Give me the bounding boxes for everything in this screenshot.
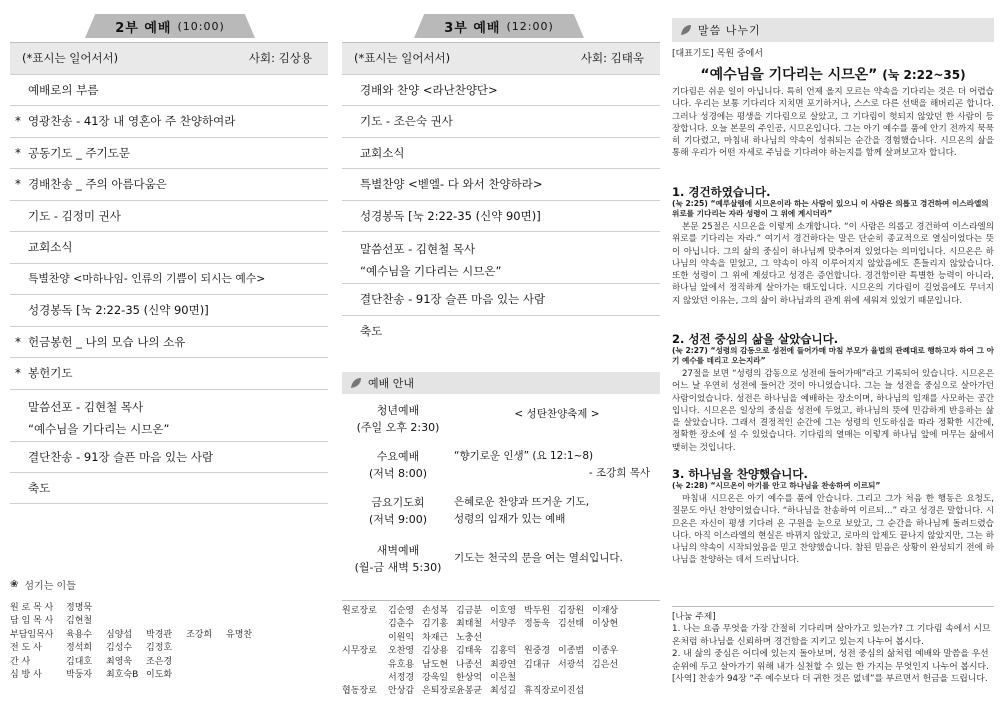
order-item: 기도 - 조은숙 권사 (342, 105, 660, 137)
order-item: * 경배찬송 _ 주의 아름다움은 (10, 168, 328, 200)
service3-banner (414, 14, 584, 38)
leaf-icon (350, 377, 362, 389)
roster-name: 김순영 (388, 606, 415, 616)
youth-service: 청년예배 (주일 오후 2:30) < 성탄찬양축제 > (356, 404, 600, 434)
roster-name: 김성수 (106, 643, 133, 654)
dawn-service: 새벽예배 (월-금 새벽 5:30) 기도는 천국의 문을 여는 열쇠입니다. (354, 544, 623, 574)
roster-role: 원 로 목 사 (10, 603, 54, 613)
roster-name: 김정호 (146, 643, 173, 654)
wednesday-service: 수요예배 (저녁 8:00) “향기로운 인생” (요 12:1~8) - 조강희 목사 (368, 450, 650, 480)
order-item: 교회소식 (10, 231, 328, 263)
closing-hymn: 결단찬송 - 91장 슬픈 마음 있는 사람 (10, 441, 328, 473)
sharing-topics (672, 606, 994, 685)
staff-section (10, 577, 328, 682)
friday-prayer: 금요기도회 (저녁 9:00) 은혜로운 찬양과 뜨거운 기도, 성령의 임재가 있는 예배 (368, 496, 590, 526)
roster-name: 박두원 (524, 606, 551, 616)
roster-row (10, 615, 328, 628)
roster-name: 한상억 (456, 673, 483, 684)
benediction: 축도 (10, 472, 328, 504)
roster-row (342, 618, 660, 631)
roster-role: 원로장로 (342, 606, 377, 616)
sermon-title: “예수님을 기다리는 시므온” (28, 421, 170, 436)
roster-role: 담 임 목 사 (10, 616, 54, 627)
roster-name: 노충선 (456, 632, 483, 643)
service3-column (342, 0, 660, 708)
order-item: 예배로의 부름 (10, 74, 328, 106)
roster-name: 이원익 (388, 632, 415, 643)
order-item: 경배와 찬양 <라난찬양단> (342, 74, 660, 106)
roster-name: 서정경 (388, 673, 415, 684)
roster-role (342, 632, 388, 645)
roster-row (10, 602, 328, 615)
standing-note: (*표시는 일어서서) (22, 51, 119, 66)
roster-name: 이종범 (558, 646, 585, 657)
roster-name: 이호영 (490, 606, 517, 616)
roster-name: 육용수 (66, 629, 93, 640)
roster-role: 전 도 사 (10, 643, 42, 654)
roster-name: 최영욱 (106, 656, 133, 667)
sermon-column (672, 0, 994, 708)
service2-banner (85, 14, 255, 38)
roster-name: 이재상 (592, 606, 619, 616)
sharing-closing: [사역] 찬송가 94장 “주 예수보다 더 귀한 것은 없네”를 부르면서 헌금을 드립니다. (672, 674, 988, 685)
staff-title: ❀ 섬기는 이들 (10, 579, 76, 592)
sermon-item (10, 389, 328, 441)
closing-hymn: 결단찬송 - 91장 슬픈 마음 있는 사람 (342, 283, 660, 315)
order-item: 성경봉독 [눅 2:22-35 (신약 90면)] (10, 294, 328, 326)
roster-row (342, 672, 660, 685)
roster-role: 협동장로 (342, 686, 377, 697)
service2-column (10, 0, 328, 708)
roster-name: 윤봉균 (456, 686, 483, 697)
roster-name: 박둥자 (66, 670, 93, 681)
staff-roster (10, 602, 328, 682)
roster-name: 최성길 (490, 686, 517, 697)
roster-name: 서양주 (490, 619, 517, 630)
roster-name: 김춘수 (388, 619, 415, 630)
roster-name: 강욱일 (422, 673, 449, 684)
order-item: 특별찬양 <벧엘- 다 와서 찬양하라> (342, 168, 660, 200)
order-item: * 헌금봉헌 _ 나의 모습 나의 소유 (10, 326, 328, 358)
roster-name: 은퇴장로 (422, 686, 457, 697)
point2-body: 27절을 보면 “성령의 감동으로 성전에 들어가매”라고 기록되어 있습니다. 시므온은 어느 날 우연히 성전에 들어간 것이 아니었습니다. 그는 늘 성전을 중심으로 살아가던 사람이었습니다. 성전은 하나님을 예배하는 장소이며, 하나님의 임재를 사모하는 공간입니다. 시므온은 일상의 중심을 성전에 두었고, 하나님의 뜻에 민감하게 반응하는 삶을 살았습니다. 그래서 결정적인 순간에 그는 성령의 인도하심을 따라 정확한 시간에, 정확한 장소에 설 수 있었습니다. 기다림의 열매는 이렇게 하나님 앞에 머무는 삶에서 맺히는 것입니다. (672, 369, 994, 453)
flower-icon: ❀ (10, 579, 19, 590)
roster-name: 정동욱 (524, 619, 551, 630)
roster-name: 박경관 (146, 629, 173, 640)
roster-name: 김선태 (558, 619, 585, 630)
roster-row (342, 685, 660, 698)
roster-row (342, 632, 660, 645)
roster-name: 조강희 (186, 629, 213, 640)
roster-name: 조은경 (146, 656, 173, 667)
roster-role: 시무장로 (342, 646, 377, 657)
sermon-intro: 기다림은 쉬운 일이 아닙니다. 특히 언제 올지 모르는 약속을 기다리는 것은 더 어렵습니다. 우리는 보통 기다리다 지치면 포기하거나, 스스로 다른 선택을 해버리곤 합니다. 그러나 성경에는 평생을 기다림으로 살았고, 그 기다림이 헛되지 않았던 한 사람이 등장합니다. 오늘 본문의 주인공, 시므온입니다. 그는 아기 예수를 품에 안기 전까지 묵묵히 기다렸고, 마침내 하나님의 약속이 성취되는 순간을 경험했습니다. 시므온의 삶을 통해 우리가 어떤 자세로 주님을 기다려야 하는지를 함께 살펴보고자 합니다. (672, 87, 994, 159)
roster-name: 김은선 (592, 659, 619, 670)
roster-name: 정석희 (66, 643, 93, 654)
sermon-preacher: 말씀선포 - 김현철 목사 (28, 399, 144, 414)
roster-name: 김현철 (66, 616, 93, 627)
roster-row (342, 605, 660, 618)
point3-body: 마침내 시므온은 아기 예수를 품에 안습니다. 그리고 그가 처음 한 행동은 요청도, 질문도 아닌 찬양이었습니다. “하나님을 찬송하여 이르되…” 라고 성경은 말합니다. 시므온은 자신이 평생 기다려 온 구원을 눈으로 보았고, 그 순간을 하나님께 돌려드렸습니다. 아직 이스라엘의 현실은 바뀌지 않았고, 로마의 압제도 끝나지 않았지만, 그는 하나님의 약속이 시작되었음을 믿고 찬양했습니다. 참된 믿음은 상황이 완성되기 전에 하나님을 찬양하는 데서 드러납니다. (672, 494, 994, 566)
sermon-title: “예수님을 기다리는 시므온” (눅 2:22~35) (700, 67, 966, 83)
point2-verse: (눅 2:27) “성령의 감동으로 성전에 들어가매 마침 부모가 율법의 관례대로 행하고자 하여 그 아기 예수를 데리고 오는지라” (672, 346, 994, 365)
elders-section (342, 600, 660, 699)
roster-role: 심 방 사 (10, 670, 42, 681)
service2-order (10, 42, 328, 504)
roster-name: 김장원 (558, 606, 585, 616)
leader-label: 사회: 김상용 (248, 51, 312, 66)
roster-role (342, 659, 388, 672)
roster-name: 최호숙B (106, 670, 139, 681)
roster-name: 휴직장로 (524, 686, 559, 697)
sermon-preacher: 말씀선포 - 김현철 목사 (360, 242, 476, 256)
point2-heading: 2. 성전 중심의 삶을 살았습니다. (672, 332, 839, 346)
prayer-label: [대표기도] 목원 중에서 (672, 49, 763, 59)
leader-label: 사회: 김태욱 (580, 51, 644, 66)
sharing-item: 1. 나는 요즘 무엇을 가장 간절히 기다리며 살아가고 있는가? 그 기다림 속에서 시므온처럼 하나님을 신뢰하며 경건함을 지키고 있는지 나누어 봅시다. (672, 624, 991, 647)
roster-role (342, 618, 388, 631)
sermon-item (342, 231, 660, 283)
point3-verse: (눅 2:28) “시므온이 아기를 안고 하나님을 찬송하여 이르되” (672, 481, 881, 490)
roster-name: 이은철 (490, 673, 517, 684)
leaf-icon (680, 24, 692, 36)
roster-name: 나종선 (456, 659, 483, 670)
roster-name: 원중경 (524, 646, 551, 657)
roster-name: 김대규 (524, 659, 551, 670)
service3-order (342, 42, 660, 346)
roster-name: 손성복 (422, 606, 449, 616)
roster-name: 심양섭 (106, 629, 133, 640)
roster-row (10, 642, 328, 655)
roster-row (342, 659, 660, 672)
point1-heading: 1. 경건하였습니다. (672, 185, 771, 199)
point1-body: 본문 25절은 시므온을 이렇게 소개합니다. “이 사람은 의롭고 경건하여 이스라엘의 위로를 기다리는 자라.” 여기서 경건하다는 말은 단순히 종교적으로 열심이었다는 뜻이 아닙니다. 그의 삶의 중심이 하나님께 맞추어져 있었다는 의미입니다. 시므온은 하나님의 약속을 믿었고, 그 약속이 아직 이루어지지 않았음에도 흔들리지 않았습니다. 또한 성령이 그 위에 계셨다고 성경은 증언합니다. 경건함이란 특별한 능력이 아니라, 하나님 앞에서 정직하게 살아가는 태도입니다. 시므온의 기다림이 길었음에도 무너지지 않았던 이유는, 그의 삶이 하나님과의 관계 위에 세워져 있었기 때문입니다. (672, 222, 994, 306)
roster-name: 안상갑 (388, 686, 415, 697)
roster-name: 유호용 (388, 659, 415, 670)
service3-header-row (342, 42, 660, 74)
roster-name: 오찬영 (388, 646, 415, 657)
roster-name: 김홍덕 (490, 646, 517, 657)
roster-name: 이도화 (146, 670, 173, 681)
order-item: 기도 - 김정미 권사 (10, 200, 328, 232)
roster-name: 남도현 (422, 659, 449, 670)
point1-verse: (눅 2:25) “예루살렘에 시므온이라 하는 사람이 있으니 이 사람은 의롭고 경건하여 이스라엘의 위로를 기다리는 자라 성령이 그 위에 계시더라” (672, 199, 989, 218)
sharing-title: [나눔 주제] (672, 612, 716, 622)
standing-note: (*표시는 일어서서) (354, 51, 451, 66)
roster-name: 김대호 (66, 656, 93, 667)
point3-heading: 3. 하나님을 찬양했습니다. (672, 467, 808, 481)
order-item: 성경봉독 [눅 2:22-35 (신약 90면)] (342, 200, 660, 232)
worship-guide (342, 372, 660, 576)
roster-role: 간 사 (10, 656, 31, 667)
roster-name: 이종우 (592, 646, 619, 657)
order-item: 교회소식 (342, 137, 660, 169)
roster-name: 차재근 (422, 632, 449, 643)
service3-title: 3부 예배 (444, 20, 501, 36)
roster-name: 이진섭 (558, 686, 585, 697)
roster-name: 김금분 (456, 606, 483, 616)
sermon-section-header: 말씀 나누기 (672, 18, 994, 42)
order-item: * 영광찬송 - 41장 내 영혼아 주 찬양하여라 (10, 105, 328, 137)
roster-role: 부담임목사 (10, 629, 54, 640)
roster-name: 정명묵 (66, 603, 93, 613)
elders-roster (342, 605, 660, 699)
roster-name: 유명찬 (226, 629, 253, 640)
roster-row (342, 645, 660, 658)
roster-name: 김태욱 (456, 646, 483, 657)
benediction: 축도 (342, 315, 660, 347)
service2-header-row (10, 42, 328, 74)
roster-name: 김기홍 (422, 619, 449, 630)
worship-guide-header: 예배 안내 (342, 372, 660, 394)
service2-time: (10:00) (177, 19, 225, 33)
roster-row (10, 629, 328, 642)
roster-name: 최광연 (490, 659, 517, 670)
roster-name: 김상용 (422, 646, 449, 657)
roster-row (10, 656, 328, 669)
roster-name: 이상현 (592, 619, 619, 630)
roster-role (342, 672, 388, 685)
service3-time: (12:00) (506, 19, 554, 33)
sermon-title: “예수님을 기다리는 시므온” (360, 264, 502, 278)
order-item: 특별찬양 <마하나임- 인류의 기쁨이 되시는 예수> (10, 263, 328, 295)
sharing-item: 2. 내 삶의 중심은 어디에 있는지 돌아보며, 성전 중심의 삶처럼 예배와 말씀을 우선순위에 두고 살아가기 위해 내가 실천할 수 있는 한 가지는 무엇인지 나누어 봅시다. (672, 649, 989, 672)
order-item: * 공동기도 _ 주기도문 (10, 137, 328, 169)
roster-row (10, 669, 328, 682)
roster-name: 최태철 (456, 619, 483, 630)
service2-title: 2부 예배 (115, 20, 172, 36)
roster-name: 서광석 (558, 659, 585, 670)
order-item: * 봉헌기도 (10, 357, 328, 389)
